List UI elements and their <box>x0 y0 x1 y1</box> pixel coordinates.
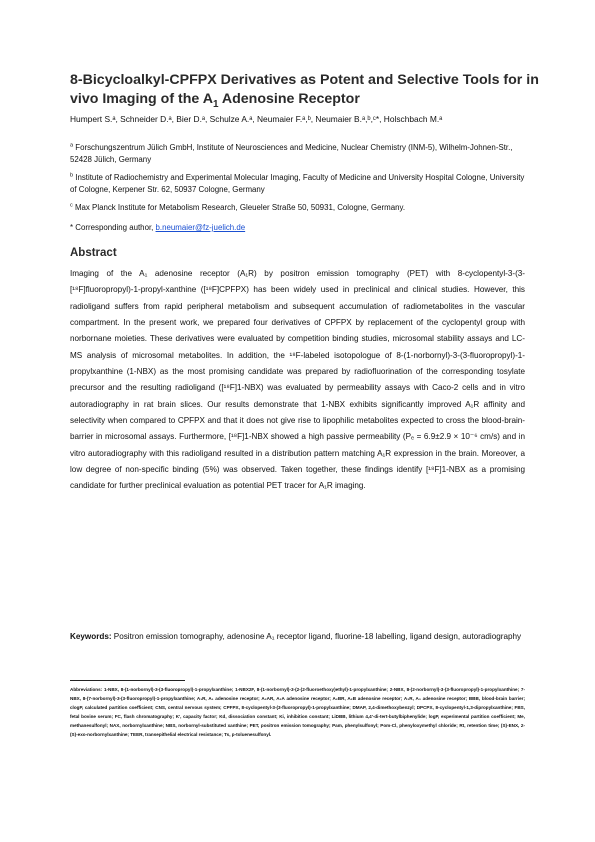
affiliation-a-text: Forschungszentrum Jülich GmbH, Institute of Neurosciences and Medicine, Nuclear Chemistry (INM-5), Wilhelm-Johnen-Str., 52428 Jülich, Germany <box>70 143 513 164</box>
affiliation-a-marker: a <box>70 142 74 149</box>
corresponding-author <box>70 222 530 234</box>
keywords-label: Keywords: <box>70 632 112 641</box>
affiliation-c <box>70 202 530 214</box>
title-line-2: vivo Imaging of the A <box>70 91 213 107</box>
corresponding-author-label: * Corresponding author, <box>70 223 156 232</box>
affiliation-b-marker: b <box>70 172 74 179</box>
title-line-1: 8-Bicycloalkyl-CPFPX Derivatives as Potent and Selective Tools for in <box>70 72 539 88</box>
paper-title <box>70 71 540 109</box>
affiliation-c-marker: c <box>70 202 73 209</box>
footnote-divider <box>70 680 185 681</box>
affiliation-a <box>70 142 530 166</box>
affiliation-b <box>70 172 530 196</box>
title-line-2-end: Adenosine Receptor <box>218 91 360 107</box>
title-subscript: 1 <box>212 98 219 110</box>
author-list: Humpert S.ᵃ, Schneider D.ᵃ, Bier D.ᵃ, Schulze A.ᵃ, Neumaier F.ᵃ,ᵇ, Neumaier B.ᵃ,ᵇ,ᶜ*, Holschbach M.ᵃ <box>70 114 443 124</box>
keywords-text: Positron emission tomography, adenosine A₁ receptor ligand, fluorine-18 labelling, ligand design, autoradiography <box>111 632 522 641</box>
abbreviations-footnote: Abbreviations: 1-NBX, 8-(1-norbornyl)-3-(3-fluoropropyl)-1-propylxanthine; 1-NBX2F, 8-(1-norbornyl)-3-(2-(2-fluoroethoxy)ethyl)-1-propylxanthine; 2-NBX, 8-(2-norbornyl)-3-(3-fluoropropyl)-1-propylxanthine; 7-NBX, 8-(7-norbornyl)-3-(3-fluoropropyl)-1-propylxanthine; A₁R, A₁ adenosine receptor; A₂AR, A₂A adenosine receptor; A₂BR, A₂B adenosine receptor; A₃R, A₃ adenosine receptor; BBB, blood-brain barrier; clogP, calculated partition coefficient; CNS, central nervous system; CPFPX, 8-cyclopentyl-3-(3-fluoropropyl)-1-propylxanthine; DMAP, 2,4-dimethoxybenzyl; DPCPX, 8-cyclopentyl-1,3-dipropylxanthine; FBS, fetal bovine serum; FC, flash chromatography; K', capacity factor; Kd, dissociation constant; Ki, inhibition constant; LiDBB, lithium 4,4'-di-tert-butylbiphenylide; logP, experimental partition coefficient; Me, methanesulfonyl; NAX, norbornylxanthine; NBS, norbornyl-substituted xanthine; PET, positron emission tomography; Pam, phenylsulfonyl; Pom-Cl, phenyloxymethyl chloride; Rt, retention time; (S)-ENX, 2-(S)-exo-norbornylxanthine; TEER, transepithelial electrical resistance; Ts, p-toluenesulfonyl. <box>70 687 525 737</box>
abstract-heading: Abstract <box>70 247 117 259</box>
keywords <box>70 629 525 645</box>
corresponding-email-link[interactable]: b.neumaier@fz-juelich.de <box>155 223 246 232</box>
affiliation-c-text: Max Planck Institute for Metabolism Research, Gleueler Straße 50, 50931, Cologne, Germany. <box>72 203 406 212</box>
abstract-body: Imaging of the A₁ adenosine receptor (A₁R) by positron emission tomography (PET) with 8-cyclopentyl-3-(3-[¹⁸F]fluoropropyl)-1-propyl-xanthine ([¹⁸F]CPFPX) has been widely used in preclinical and clinical studies. However, this radioligand suffers from rapid peripheral metabolism and subsequent accumulation of radiometabolites in the vascular compartment. In the present work, we prepared four derivatives of CPFPX by replacement of the cyclopentyl group with norbornane moieties. These derivatives were evaluated by competition binding studies, microsomal stability assays and LC-MS analysis of microsomal metabolites. In addition, the ¹⁸F-labeled isotopologue of 8-(1-norbornyl)-3-(3-fluoropropyl)-1-propylxanthine (1-NBX) as the most promising candidate was prepared by radiofluorination of the corresponding tosylate precursor and the resulting radioligand ([¹⁸F]1-NBX) was evaluated by permeability assays with Caco-2 cells and in vitro autoradiography in rat brain slices. Our results demonstrate that 1-NBX exhibits significantly improved A₁R affinity and selectivity when compared to CPFPX and that it does not give rise to lipophilic metabolites expected to cross the blood-brain-barrier in microsomal assays. Furthermore, [¹⁸F]1-NBX showed a high passive permeability (Pₑ = 6.9±2.9 × 10⁻⁶ cm/s) and in vitro autoradiography with this radioligand resulted in a distribution pattern matching A₁R expression in the brain. Moreover, a low degree of non-specific binding (5%) was observed. Taken together, these findings identify [¹⁸F]1-NBX as a promising candidate for further preclinical evaluation as potential PET tracer for A₁R imaging. <box>70 269 525 491</box>
affiliation-b-text: Institute of Radiochemistry and Experimental Molecular Imaging, Faculty of Medicine and University Hospital Cologne, University of Cologne, Kerpener Str. 62, 50937 Cologne, Germany <box>70 173 525 194</box>
